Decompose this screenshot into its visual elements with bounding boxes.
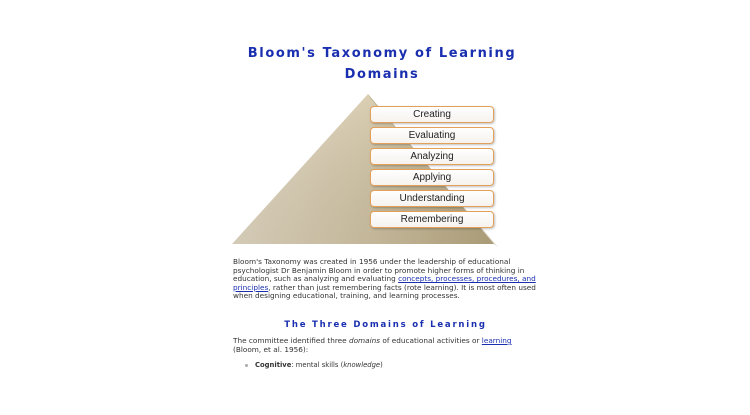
page-title-line-2: Domains bbox=[344, 67, 420, 82]
intro-text-1: Bloom's Taxonomy was created in 1956 under the leadership of educational psychologist Dr Benjamin Bloom in order to promote higher forms of thinking in education, such as analyzing and evaluating bbox=[233, 257, 525, 284]
level-evaluating: Evaluating bbox=[370, 127, 494, 144]
level-analyzing: Analyzing bbox=[370, 148, 494, 165]
list-item bbox=[245, 361, 383, 369]
domain-closing: ) bbox=[380, 361, 383, 369]
domain-name: Cognitive bbox=[255, 361, 292, 369]
domain-emphasis: knowledge bbox=[343, 361, 381, 369]
committee-emphasis: domains bbox=[348, 336, 381, 345]
committee-text-1: The committee identified three bbox=[233, 336, 349, 345]
committee-text-3: (Bloom, et al. 1956): bbox=[233, 344, 309, 354]
intro-text-2: , rather than just remembering facts (rote learning). It is most often used when designing educational, training, and learning processes. bbox=[233, 282, 536, 301]
level-creating: Creating bbox=[370, 106, 494, 123]
committee-text-2: of educational activities or bbox=[380, 336, 482, 345]
learning-link[interactable]: learning bbox=[481, 336, 512, 345]
concepts-link[interactable]: concepts, processes, procedures, and principles bbox=[233, 274, 536, 292]
level-remembering: Remembering bbox=[370, 211, 494, 228]
domains-list bbox=[245, 361, 383, 369]
level-understanding: Understanding bbox=[370, 190, 494, 207]
page-title-line-1: Bloom's Taxonomy of Learning bbox=[247, 46, 517, 61]
domain-separator: : mental skills ( bbox=[291, 361, 344, 369]
committee-paragraph bbox=[233, 337, 538, 354]
intro-paragraph bbox=[233, 258, 538, 301]
section-heading: The Three Domains of Learning bbox=[284, 320, 487, 330]
bullet-icon bbox=[245, 364, 248, 367]
level-applying: Applying bbox=[370, 169, 494, 186]
